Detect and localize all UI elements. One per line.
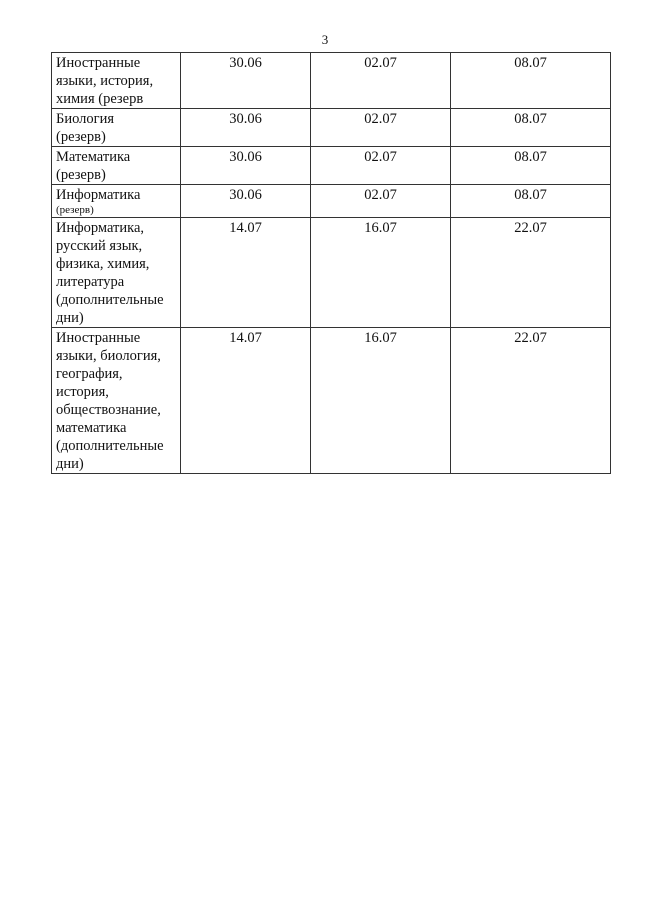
date-cell: 30.06 <box>181 147 311 185</box>
subject-line: Биология <box>56 111 115 127</box>
date-cell: 08.07 <box>451 109 611 147</box>
subject-line: дни) <box>56 310 84 326</box>
table-row <box>52 147 611 185</box>
subject-note: (резерв) <box>56 204 94 216</box>
subject-cell <box>52 109 181 147</box>
date-cell: 14.07 <box>181 218 311 328</box>
date-cell: 30.06 <box>181 109 311 147</box>
subject-cell <box>52 218 181 328</box>
date-cell: 16.07 <box>311 328 451 474</box>
date-cell: 02.07 <box>311 109 451 147</box>
subject-line: физика, химия, <box>56 256 150 272</box>
subject-line: Иностранные <box>56 55 141 71</box>
date-cell: 14.07 <box>181 328 311 474</box>
date-cell: 22.07 <box>451 218 611 328</box>
subject-line: русский язык, <box>56 238 143 254</box>
table-row <box>52 109 611 147</box>
subject-cell <box>52 328 181 474</box>
date-cell: 02.07 <box>311 185 451 218</box>
subject-line: (дополнительные <box>56 292 164 308</box>
date-cell: 08.07 <box>451 53 611 109</box>
page-number: 3 <box>321 32 329 47</box>
date-cell: 08.07 <box>451 185 611 218</box>
subject-cell <box>52 147 181 185</box>
subject-line: география, <box>56 366 123 382</box>
subject-line: (резерв) <box>56 167 106 183</box>
subject-line: химия (резерв <box>56 91 144 107</box>
subject-line: математика <box>56 420 127 436</box>
date-cell: 22.07 <box>451 328 611 474</box>
subject-line: Иностранные <box>56 330 141 346</box>
subject-line: (дополнительные <box>56 438 164 454</box>
table-row <box>52 185 611 218</box>
subject-cell <box>52 53 181 109</box>
date-cell: 16.07 <box>311 218 451 328</box>
schedule-table <box>51 52 611 474</box>
subject-line: (резерв) <box>56 129 106 145</box>
subject-line: Математика <box>56 149 131 165</box>
subject-line: дни) <box>56 456 84 472</box>
table-row <box>52 328 611 474</box>
subject-line: обществознание, <box>56 402 161 418</box>
subject-line: история, <box>56 384 109 400</box>
subject-line: языки, биология, <box>56 348 161 364</box>
subject-cell <box>52 185 181 218</box>
table-row <box>52 53 611 109</box>
subject-line: Информатика <box>56 187 141 203</box>
date-cell: 02.07 <box>311 53 451 109</box>
table-row <box>52 218 611 328</box>
subject-line: литература <box>56 274 125 290</box>
date-cell: 02.07 <box>311 147 451 185</box>
date-cell: 08.07 <box>451 147 611 185</box>
date-cell: 30.06 <box>181 53 311 109</box>
subject-line: Информатика, <box>56 220 145 236</box>
date-cell: 30.06 <box>181 185 311 218</box>
subject-line: языки, история, <box>56 73 154 89</box>
